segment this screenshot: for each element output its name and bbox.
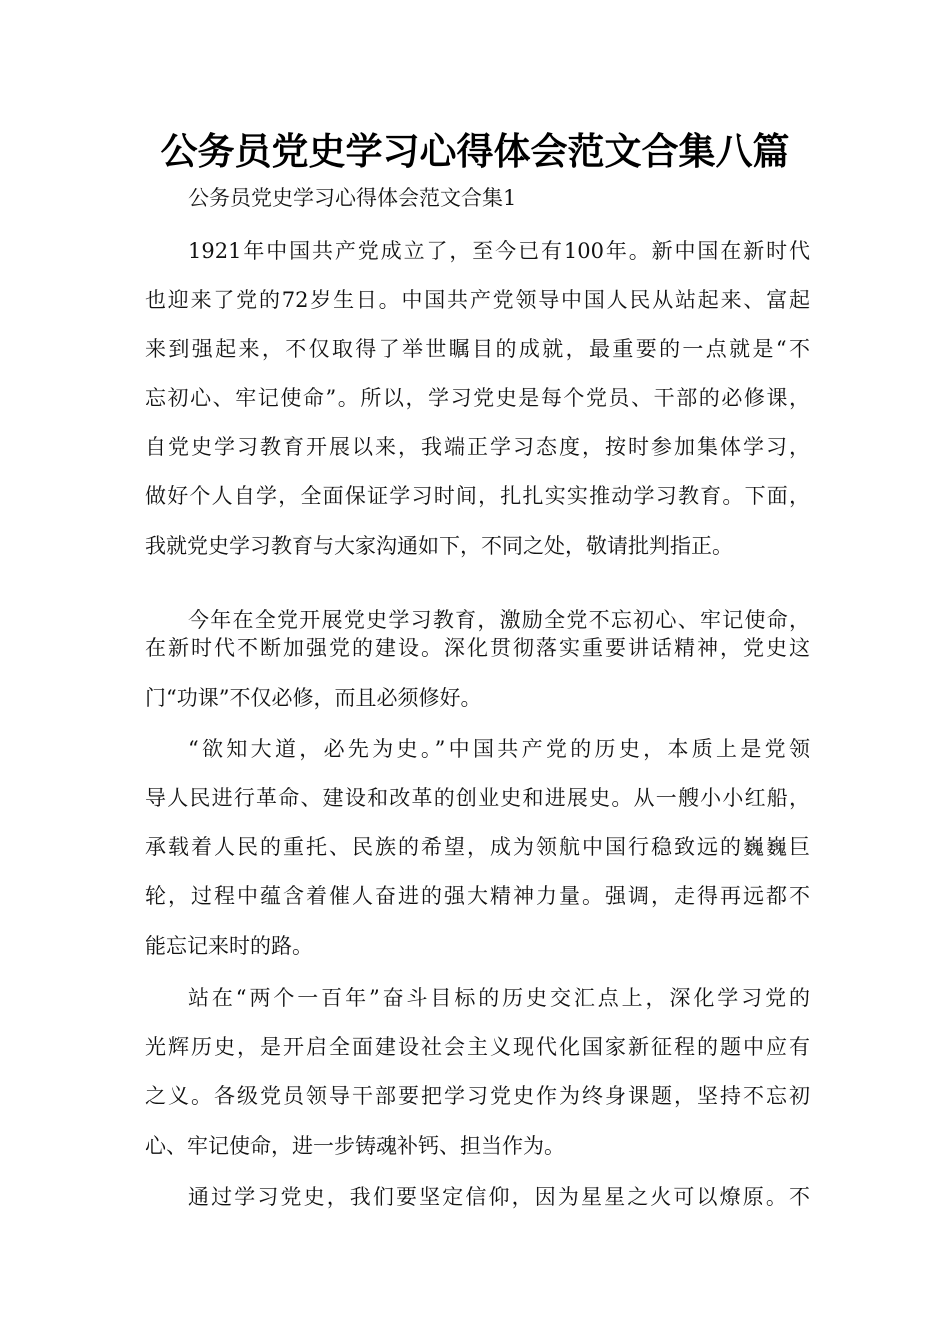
document-title: 公务员党史学习心得体会范文合集八篇	[160, 130, 790, 173]
paragraph-line: 我就党史学习教育与大家沟通如下，不同之处，敬请批判指正。	[145, 534, 733, 558]
paragraph-line: 门“功课”不仅必修，而且必须修好。	[145, 686, 482, 710]
paragraph-line: 站在“两个一百年”奋斗目标的历史交汇点上，深化学习党的	[188, 986, 810, 1010]
paragraph-line: 自党史学习教育开展以来，我端正学习态度，按时参加集体学习，	[145, 435, 810, 459]
paragraph-line: 心、牢记使命，进一步铸魂补钙、担当作为。	[145, 1134, 565, 1158]
section-heading: 公务员党史学习心得体会范文合集1	[188, 186, 517, 210]
paragraph-line: 也迎来了党的72岁生日。中国共产党领导中国人民从站起来、富起	[145, 288, 810, 312]
paragraph-line: 导人民进行革命、建设和改革的创业史和进展史。从一艘小小红船，	[145, 786, 810, 810]
paragraph-line: 通过学习党史，我们要坚定信仰，因为星星之火可以燎原。不	[188, 1185, 810, 1209]
paragraph-line: 轮，过程中蕴含着催人奋进的强大精神力量。强调，走得再远都不	[145, 884, 810, 908]
paragraph-line: 在新时代不断加强党的建设。深化贯彻落实重要讲话精神，党史这	[145, 636, 810, 660]
paragraph-line: 之义。各级党员领导干部要把学习党史作为终身课题，坚持不忘初	[145, 1084, 810, 1108]
paragraph-line: 今年在全党开展党史学习教育，激励全党不忘初心、牢记使命，	[188, 608, 810, 632]
paragraph-line: “欲知大道，必先为史。”中国共产党的历史，本质上是党领	[188, 737, 810, 761]
paragraph-line: 1921年中国共产党成立了，至今已有100年。新中国在新时代	[188, 239, 810, 263]
paragraph-line: 能忘记来时的路。	[145, 934, 313, 958]
paragraph-line: 光辉历史，是开启全面建设社会主义现代化国家新征程的题中应有	[145, 1035, 810, 1059]
paragraph-line: 来到强起来，不仅取得了举世瞩目的成就，最重要的一点就是“不	[145, 337, 810, 361]
paragraph-line: 忘初心、牢记使命”。所以，学习党史是每个党员、干部的必修课，	[145, 386, 810, 410]
paragraph-line: 做好个人自学，全面保证学习时间，扎扎实实推动学习教育。下面，	[145, 484, 810, 508]
paragraph-line: 承载着人民的重托、民族的希望，成为领航中国行稳致远的巍巍巨	[145, 835, 810, 859]
